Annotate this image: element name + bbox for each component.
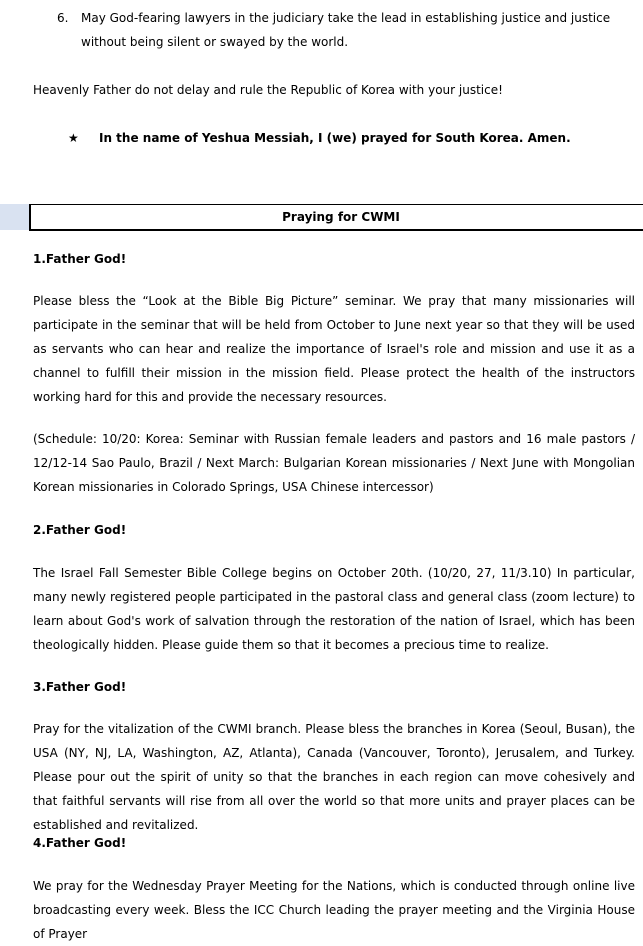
list-item-text: May God-fearing lawyers in the judiciary take the lead in establishing justice and justice without being silent or swayed by the world. (81, 11, 611, 49)
entry-paragraph: Pray for the vitalization of the CWMI branch. Please bless the branches in Korea (Seoul, Busan), the USA (NY, NJ, LA, Washington, AZ, Atlanta), Canada (Vancouver, Toronto), Jerusalem, and Turkey. Please pour out the spirit of unity so that the branches in each region can move cohesively and that faithful servants will rise from all over the world so that more units and prayer places can be established and revitalized. (33, 722, 635, 832)
entry-paragraph: Please bless the “Look at the Bible Big Picture” seminar. We pray that many missionaries will participate in the seminar that will be held from October to June next year so that they will be used as servants who can hear and realize the importance of Israel's role and mission and use it as a channel to fulfill their mission in the mission field. Please protect the health of the instructors working hard for this and provide the necessary resources. (33, 294, 635, 404)
star-bullet-icon: ★ (68, 131, 79, 145)
amen-text: In the name of Yeshua Messiah, I (we) prayed for South Korea. Amen. (99, 131, 571, 145)
entry-paragraph: We pray for the Wednesday Prayer Meeting for the Nations, which is conducted through online live broadcasting every week. Bless the ICC Church leading the prayer meeting and the Virginia House of Prayer (33, 879, 635, 941)
section-header-shade (0, 204, 30, 230)
entry-heading: 2.Father God! (33, 523, 127, 537)
section-header (0, 204, 643, 230)
entry-paragraph: The Israel Fall Semester Bible College begins on October 20th. (10/20, 27, 11/3.10) In particular, many newly registered people participated in the pastoral class and general class (zoom lecture) to learn about God's work of salvation through the restoration of the nation of Israel, which has been theologically hidden. Please guide them so that it becomes a precious time to realize. (33, 566, 635, 652)
entry-paragraph: (Schedule: 10/20: Korea: Seminar with Russian female leaders and pastors and 16 male pastors / 12/12-14 Sao Paulo, Brazil / Next March: Bulgarian Korean missionaries / Next June with Mongolian Korean missionaries in Colorado Springs, USA Chinese intercessor) (33, 432, 635, 494)
amen-line (68, 126, 571, 150)
closing-prayer: Heavenly Father do not delay and rule the Republic of Korea with your justice! (33, 83, 503, 97)
list-item-number: 6. (57, 11, 69, 25)
list-item-6 (57, 6, 637, 54)
entry-heading: 1.Father God! (33, 252, 127, 266)
entry-heading: 3.Father God! (33, 680, 127, 694)
entry-heading: 4.Father God! (33, 836, 127, 850)
section-title: Praying for CWMI (29, 204, 643, 231)
